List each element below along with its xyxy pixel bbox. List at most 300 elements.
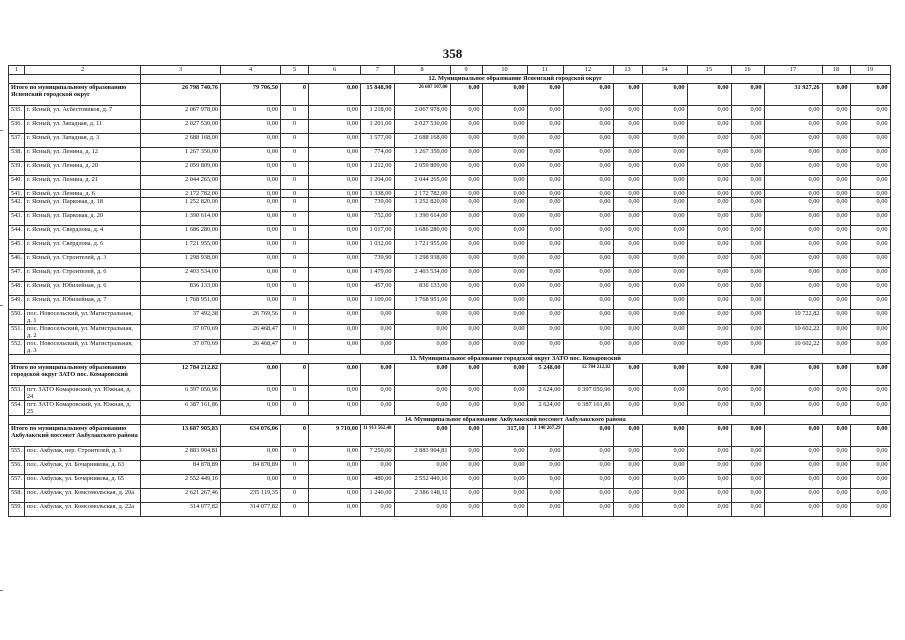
value-cell: 0,00: [361, 401, 394, 416]
value-cell: 0,00: [309, 325, 361, 340]
value-cell: 0,00: [450, 212, 482, 226]
value-cell: 0,00: [764, 282, 822, 296]
value-cell: 0,00: [309, 503, 361, 517]
value-cell: 0,00: [482, 120, 527, 134]
total-value: 0,00: [527, 84, 563, 106]
value-cell: 0,00: [642, 340, 687, 355]
value-cell: 0,00: [527, 176, 563, 190]
value-cell: 739,00: [361, 198, 394, 212]
value-cell: 2 883 904,81: [141, 447, 221, 461]
row-number: 535.: [9, 106, 25, 120]
value-cell: 0,00: [764, 254, 822, 268]
value-cell: 0,00: [613, 198, 642, 212]
value-cell: 0,00: [563, 268, 613, 282]
value-cell: 0,00: [527, 226, 563, 240]
value-cell: 0,00: [563, 212, 613, 226]
column-number-row: [9, 66, 891, 75]
value-cell: 0,00: [822, 503, 850, 517]
value-cell: 0,00: [642, 296, 687, 310]
margin-mark: [0, 590, 3, 591]
value-cell: 0,00: [482, 176, 527, 190]
value-cell: 0,00: [613, 401, 642, 416]
address-cell: пос. Акбулак, ул. Бочарникова, д. 63: [25, 461, 141, 475]
value-cell: 0: [281, 447, 309, 461]
value-cell: 10 602,22: [764, 340, 822, 355]
row-number: 545.: [9, 240, 25, 254]
value-cell: 0,00: [642, 461, 687, 475]
value-cell: 739,90: [361, 254, 394, 268]
column-number: 13: [613, 66, 642, 75]
value-cell: 0,00: [850, 176, 890, 190]
total-value: 26 687 107,00: [394, 84, 450, 106]
value-cell: 0,00: [850, 162, 890, 176]
table-row: [9, 310, 891, 325]
value-cell: 0,00: [850, 447, 890, 461]
value-cell: 0,00: [687, 198, 731, 212]
row-number: 551.: [9, 325, 25, 340]
value-cell: 0,00: [731, 503, 764, 517]
row-number: 544.: [9, 226, 25, 240]
value-cell: 0,00: [642, 198, 687, 212]
section-total-row: [9, 425, 891, 447]
column-number: 11: [527, 66, 563, 75]
value-cell: 0,00: [731, 282, 764, 296]
value-cell: 0,00: [309, 240, 361, 254]
value-cell: 0,00: [482, 461, 527, 475]
value-cell: 0,00: [563, 282, 613, 296]
value-cell: 0,00: [482, 162, 527, 176]
value-cell: 6 387 161,86: [141, 401, 221, 416]
value-cell: 1 109,00: [361, 296, 394, 310]
value-cell: 0,00: [613, 296, 642, 310]
table-row: [9, 268, 891, 282]
value-cell: 0,00: [850, 282, 890, 296]
total-value: 317,10: [482, 425, 527, 447]
row-number: 536.: [9, 120, 25, 134]
value-cell: 0,00: [850, 401, 890, 416]
value-cell: 0,00: [394, 503, 450, 517]
value-cell: 0,00: [731, 461, 764, 475]
value-cell: 0,00: [482, 198, 527, 212]
value-cell: 0,00: [764, 198, 822, 212]
value-cell: 0,00: [731, 134, 764, 148]
value-cell: 0,00: [822, 148, 850, 162]
value-cell: 0,00: [563, 106, 613, 120]
value-cell: 1 212,00: [361, 162, 394, 176]
address-cell: пос. Новосельский, ул. Магистральная, д. 2: [25, 325, 141, 340]
total-value: 0: [281, 425, 309, 447]
value-cell: 0,00: [731, 190, 764, 198]
value-cell: 0: [281, 162, 309, 176]
total-value: 0,00: [482, 84, 527, 106]
value-cell: 0,00: [613, 106, 642, 120]
value-cell: 0,00: [450, 190, 482, 198]
value-cell: 0,00: [527, 461, 563, 475]
value-cell: 1 479,00: [361, 268, 394, 282]
blank-cell: [9, 355, 141, 364]
value-cell: 0,00: [822, 282, 850, 296]
value-cell: 0,00: [642, 489, 687, 503]
value-cell: 0,00: [527, 198, 563, 212]
value-cell: 0,00: [527, 296, 563, 310]
value-cell: 0: [281, 106, 309, 120]
value-cell: 0,00: [309, 176, 361, 190]
value-cell: 0,00: [613, 340, 642, 355]
value-cell: 0,00: [361, 310, 394, 325]
value-cell: 0,00: [764, 447, 822, 461]
page-number: 358: [442, 46, 463, 61]
value-cell: 0,00: [687, 134, 731, 148]
value-cell: 0,00: [450, 226, 482, 240]
value-cell: 0,00: [642, 254, 687, 268]
value-cell: 0,00: [482, 254, 527, 268]
value-cell: 10 722,82: [764, 310, 822, 325]
value-cell: 37 070,69: [141, 325, 221, 340]
section-total-row: [9, 84, 891, 106]
value-cell: 0,00: [450, 489, 482, 503]
value-cell: 0,00: [642, 176, 687, 190]
total-value: 0,00: [642, 364, 687, 386]
value-cell: 2 044 265,00: [141, 176, 221, 190]
row-number: 559.: [9, 503, 25, 517]
value-cell: 0: [281, 386, 309, 401]
value-cell: 0,00: [613, 226, 642, 240]
value-cell: 2 688 168,00: [141, 134, 221, 148]
value-cell: 84 878,89: [221, 461, 281, 475]
value-cell: 0,00: [642, 282, 687, 296]
value-cell: 0,00: [527, 134, 563, 148]
value-cell: 0,00: [221, 240, 281, 254]
total-value: 0,00: [482, 364, 527, 386]
value-cell: 1 204,00: [361, 176, 394, 190]
total-value: 0,00: [850, 84, 890, 106]
value-cell: 0,00: [764, 190, 822, 198]
value-cell: 0,00: [613, 240, 642, 254]
value-cell: 0,00: [687, 489, 731, 503]
table-row: [9, 340, 891, 355]
value-cell: 0,00: [361, 503, 394, 517]
address-cell: пос. Акбулак, ул. Бочарникова, д. 65: [25, 475, 141, 489]
total-label: Итого по муниципальному образованию Акбулакский поссовет Акбулакского района: [9, 425, 141, 447]
table-row: [9, 475, 891, 489]
margin-mark: [0, 305, 3, 306]
value-cell: 0,00: [450, 134, 482, 148]
total-value: 0,00: [309, 84, 361, 106]
address-cell: пос. Новосельский, ул. Магистральная, д. 1: [25, 310, 141, 325]
total-value: 0,00: [850, 364, 890, 386]
value-cell: 0,00: [309, 120, 361, 134]
value-cell: 1 252 820,00: [394, 198, 450, 212]
address-cell: г. Ясный, ул. Юбилейная, д. 6: [25, 282, 141, 296]
value-cell: 2 403 534,00: [394, 268, 450, 282]
address-cell: пгт. ЗАТО Комаровский, ул. Южная, д. 25: [25, 401, 141, 416]
value-cell: 0,00: [642, 162, 687, 176]
value-cell: 0,00: [613, 212, 642, 226]
total-value: 0,00: [764, 425, 822, 447]
value-cell: 0,00: [731, 226, 764, 240]
total-value: 0,00: [613, 84, 642, 106]
value-cell: 0,00: [309, 162, 361, 176]
row-number: 537.: [9, 134, 25, 148]
total-value: 0,00: [687, 84, 731, 106]
value-cell: 0,00: [482, 226, 527, 240]
value-cell: 0,00: [563, 461, 613, 475]
value-cell: 0,00: [731, 489, 764, 503]
value-cell: 0,00: [764, 489, 822, 503]
total-label: Итого по муниципальному образованию Ясненский городской округ: [9, 84, 141, 106]
value-cell: 0,00: [687, 447, 731, 461]
table-row: [9, 212, 891, 226]
value-cell: 0,00: [309, 226, 361, 240]
value-cell: 1 686 280,00: [141, 226, 221, 240]
value-cell: 1 252 820,00: [141, 198, 221, 212]
address-cell: г. Ясный, ул. Ленина, д. 20: [25, 162, 141, 176]
value-cell: 0,00: [527, 240, 563, 254]
data-table: [8, 65, 891, 517]
value-cell: 1 017,00: [361, 226, 394, 240]
section-title: 12. Муниципальное образование Ясненский городской округ: [141, 75, 890, 84]
value-cell: 0,00: [450, 386, 482, 401]
value-cell: 6 387 161,86: [563, 401, 613, 416]
value-cell: 0,00: [563, 134, 613, 148]
value-cell: 26 769,56: [221, 310, 281, 325]
value-cell: 0,00: [613, 120, 642, 134]
table-row: [9, 162, 891, 176]
value-cell: 0,00: [563, 296, 613, 310]
value-cell: 0,00: [822, 198, 850, 212]
column-number: 14: [642, 66, 687, 75]
total-value: 0,00: [221, 364, 281, 386]
value-cell: 1 768 951,00: [141, 296, 221, 310]
value-cell: 0,00: [613, 461, 642, 475]
value-cell: 0,00: [361, 340, 394, 355]
section-title: 14. Муниципальное образование Акбулакский поссовет Акбулакского района: [141, 416, 890, 425]
section-title-row: [9, 355, 891, 364]
value-cell: 0,00: [563, 176, 613, 190]
value-cell: 0,00: [563, 503, 613, 517]
column-number: 10: [482, 66, 527, 75]
value-cell: 0,00: [687, 226, 731, 240]
value-cell: 0,00: [309, 475, 361, 489]
value-cell: 0,00: [731, 120, 764, 134]
row-number: 555.: [9, 447, 25, 461]
row-number: 556.: [9, 461, 25, 475]
row-number: 558.: [9, 489, 25, 503]
value-cell: 0,00: [822, 340, 850, 355]
value-cell: 0,00: [221, 386, 281, 401]
value-cell: 1 686 280,00: [394, 226, 450, 240]
column-number: 3: [141, 66, 221, 75]
table-row: [9, 106, 891, 120]
value-cell: 0,00: [450, 325, 482, 340]
value-cell: 0,00: [309, 134, 361, 148]
total-value: 26 798 740,76: [141, 84, 221, 106]
value-cell: 0,00: [687, 461, 731, 475]
value-cell: 0,00: [822, 386, 850, 401]
row-number: 546.: [9, 254, 25, 268]
value-cell: 0: [281, 268, 309, 282]
value-cell: 0,00: [394, 310, 450, 325]
value-cell: 836 133,00: [141, 282, 221, 296]
value-cell: 0,00: [822, 212, 850, 226]
value-cell: 0: [281, 325, 309, 340]
value-cell: 2 883 904,81: [394, 447, 450, 461]
value-cell: 0: [281, 212, 309, 226]
total-value: 0,00: [731, 84, 764, 106]
value-cell: 0: [281, 310, 309, 325]
table-row: [9, 447, 891, 461]
value-cell: 26 468,47: [221, 340, 281, 355]
value-cell: 0,00: [221, 198, 281, 212]
value-cell: 2 624,00: [527, 386, 563, 401]
column-number: 19: [850, 66, 890, 75]
value-cell: 0,00: [482, 401, 527, 416]
table-row: [9, 134, 891, 148]
row-number: 547.: [9, 268, 25, 282]
value-cell: 0,00: [687, 268, 731, 282]
value-cell: 0,00: [563, 240, 613, 254]
value-cell: 0,00: [221, 212, 281, 226]
value-cell: 0: [281, 176, 309, 190]
value-cell: 2 027 530,00: [394, 120, 450, 134]
address-cell: г. Ясный, ул. Асбестовиков, д. 7: [25, 106, 141, 120]
table-row: [9, 176, 891, 190]
value-cell: 0,00: [687, 325, 731, 340]
value-cell: 2 172 782,00: [141, 190, 221, 198]
value-cell: 0,00: [482, 489, 527, 503]
value-cell: 0,00: [450, 162, 482, 176]
value-cell: 2 621 267,46: [141, 489, 221, 503]
value-cell: 0,00: [563, 148, 613, 162]
value-cell: 0,00: [563, 310, 613, 325]
value-cell: 0,00: [450, 340, 482, 355]
address-cell: г. Ясный, ул. Строителей, д. 6: [25, 268, 141, 282]
table-row: [9, 503, 891, 517]
value-cell: 37 492,38: [141, 310, 221, 325]
value-cell: 0,00: [822, 475, 850, 489]
table-row: [9, 386, 891, 401]
total-value: 79 706,50: [221, 84, 281, 106]
total-value: 0,00: [822, 425, 850, 447]
value-cell: 1 721 955,00: [394, 240, 450, 254]
total-value: 0,00: [613, 364, 642, 386]
total-value: 0,00: [850, 425, 890, 447]
value-cell: 1 218,00: [361, 106, 394, 120]
value-cell: 0: [281, 340, 309, 355]
total-value: 0,00: [822, 84, 850, 106]
value-cell: 0,00: [850, 198, 890, 212]
address-cell: г. Ясный, ул. Строителей, д. 3: [25, 254, 141, 268]
value-cell: 0,00: [850, 503, 890, 517]
value-cell: 0,00: [822, 325, 850, 340]
value-cell: 0: [281, 282, 309, 296]
total-label: Итого по муниципальному образованию городской округ ЗАТО пос. Комаровский: [9, 364, 141, 386]
value-cell: 2 044 265,00: [394, 176, 450, 190]
value-cell: 0,00: [642, 386, 687, 401]
value-cell: 0,00: [687, 340, 731, 355]
value-cell: 0: [281, 134, 309, 148]
value-cell: 0,00: [822, 176, 850, 190]
value-cell: 0,00: [731, 148, 764, 162]
value-cell: 0,00: [482, 282, 527, 296]
value-cell: 0,00: [309, 268, 361, 282]
row-number: 538.: [9, 148, 25, 162]
value-cell: 0,00: [731, 401, 764, 416]
value-cell: 0,00: [527, 106, 563, 120]
value-cell: 0,00: [450, 282, 482, 296]
value-cell: 2 059 809,00: [394, 162, 450, 176]
address-cell: г. Ясный, ул. Ленина, д. 12: [25, 148, 141, 162]
value-cell: 0,00: [527, 340, 563, 355]
value-cell: 0,00: [563, 340, 613, 355]
margin-mark: [0, 130, 3, 131]
value-cell: 0: [281, 475, 309, 489]
total-value: 0,00: [731, 425, 764, 447]
value-cell: 0,00: [764, 386, 822, 401]
value-cell: 0,00: [361, 461, 394, 475]
value-cell: 0,00: [613, 475, 642, 489]
value-cell: 0,00: [687, 503, 731, 517]
value-cell: 2 403 534,00: [141, 268, 221, 282]
value-cell: 0,00: [731, 475, 764, 489]
value-cell: 2 552 449,16: [141, 475, 221, 489]
value-cell: 0,00: [613, 386, 642, 401]
value-cell: 0,00: [850, 268, 890, 282]
total-value: 0,00: [563, 84, 613, 106]
total-value: 0,00: [563, 425, 613, 447]
value-cell: 0,00: [731, 340, 764, 355]
value-cell: 37 070,69: [141, 340, 221, 355]
address-cell: г. Ясный, ул. Ленина, д. 6: [25, 190, 141, 198]
total-value: 0,00: [613, 425, 642, 447]
value-cell: 0,00: [764, 268, 822, 282]
value-cell: 1 577,00: [361, 134, 394, 148]
total-value: 0: [281, 84, 309, 106]
value-cell: 0: [281, 120, 309, 134]
value-cell: 2 027 530,00: [141, 120, 221, 134]
value-cell: 0,00: [563, 475, 613, 489]
value-cell: 0,00: [450, 106, 482, 120]
total-value: 1 140 267,29: [527, 425, 563, 447]
value-cell: 0,00: [822, 489, 850, 503]
value-cell: 0,00: [309, 190, 361, 198]
total-value: 0,00: [642, 84, 687, 106]
value-cell: 0,00: [613, 503, 642, 517]
value-cell: 0,00: [822, 310, 850, 325]
address-cell: пгт. ЗАТО Комаровский, ул. Южная, д. 24: [25, 386, 141, 401]
total-value: 0,00: [764, 364, 822, 386]
value-cell: 0,00: [731, 268, 764, 282]
total-value: 0,00: [450, 84, 482, 106]
value-cell: 0,00: [850, 386, 890, 401]
table-row: [9, 226, 891, 240]
value-cell: 0,00: [613, 268, 642, 282]
value-cell: 0,00: [822, 226, 850, 240]
value-cell: 0,00: [687, 386, 731, 401]
value-cell: 0,00: [309, 198, 361, 212]
value-cell: 0,00: [450, 176, 482, 190]
value-cell: 1 298 938,00: [141, 254, 221, 268]
value-cell: 6 397 050,96: [141, 386, 221, 401]
value-cell: 0: [281, 401, 309, 416]
total-value: 13 687 905,83: [141, 425, 221, 447]
value-cell: 0,00: [764, 148, 822, 162]
value-cell: 0,00: [527, 120, 563, 134]
table-row: [9, 120, 891, 134]
column-number: 8: [394, 66, 450, 75]
address-cell: пос. Акбулак, пер. Строителей, д. 3: [25, 447, 141, 461]
total-value: 0: [281, 364, 309, 386]
